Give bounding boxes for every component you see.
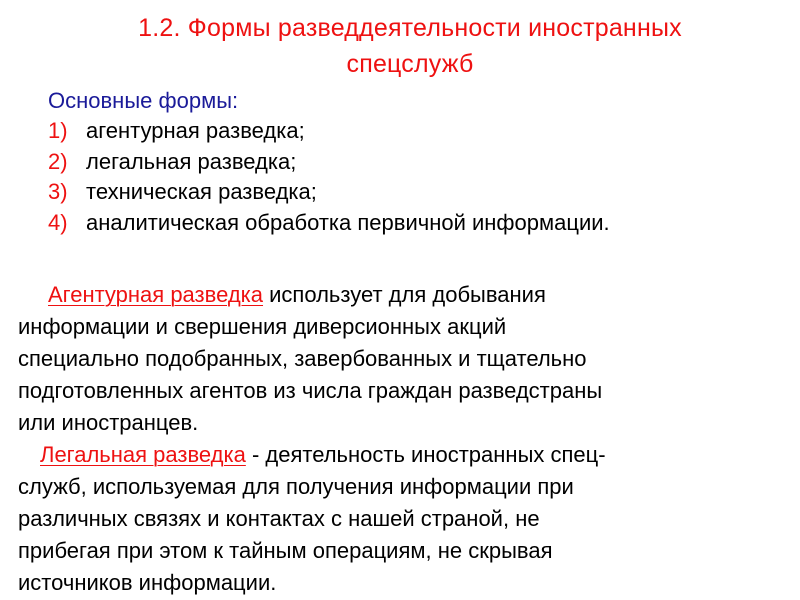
agent-intelligence-term: Агентурная разведка — [48, 282, 264, 307]
paragraph-line: специально подобранных, завербованных и тщательно — [18, 346, 587, 371]
paragraph-line: информации и свершения диверсионных акций — [18, 314, 507, 339]
forms-subheading: Основные формы: — [48, 88, 239, 113]
list-item — [48, 147, 610, 178]
list-item-text: техническая разведка; — [86, 179, 317, 204]
list-item — [48, 208, 610, 239]
legal-intelligence-term: Легальная разведка — [40, 442, 246, 467]
paragraph-text: - деятельность иностранных спец- — [245, 442, 606, 467]
list-item — [48, 116, 610, 147]
list-item-text: аналитическая обработка первичной информации. — [86, 209, 610, 235]
paragraph-line: различных связях и контактах с нашей страной, не — [18, 506, 540, 531]
paragraph-line — [18, 279, 788, 311]
paragraph-text: использует для добывания — [263, 282, 546, 307]
paragraph-line: подготовленных агентов из числа граждан разведстраны — [18, 378, 603, 403]
title-line-1: 1.2. Формы разведдеятельности иностранных — [138, 14, 682, 42]
paragraph-line: служб, используемая для получения информации при — [18, 474, 574, 499]
list-item-number: 3) — [48, 179, 68, 204]
title-line-2: спецслужб — [346, 50, 474, 78]
slide-title — [20, 10, 800, 82]
paragraph-line — [18, 439, 788, 471]
list-item-text: агентурная разведка; — [86, 118, 305, 143]
list-item-number: 1) — [48, 118, 68, 143]
agent-intelligence-paragraph — [18, 279, 788, 439]
list-item-text: легальная разведка; — [86, 148, 297, 174]
forms-list — [48, 116, 610, 238]
legal-intelligence-paragraph — [18, 439, 788, 599]
paragraph-line: прибегая при этом к тайным операциям, не скрывая — [18, 538, 553, 563]
list-item-number: 4) — [48, 209, 68, 235]
list-item-number: 2) — [48, 148, 68, 174]
paragraph-line: источников информации. — [18, 570, 277, 595]
list-item — [48, 177, 610, 208]
paragraph-line: или иностранцев. — [18, 410, 199, 435]
